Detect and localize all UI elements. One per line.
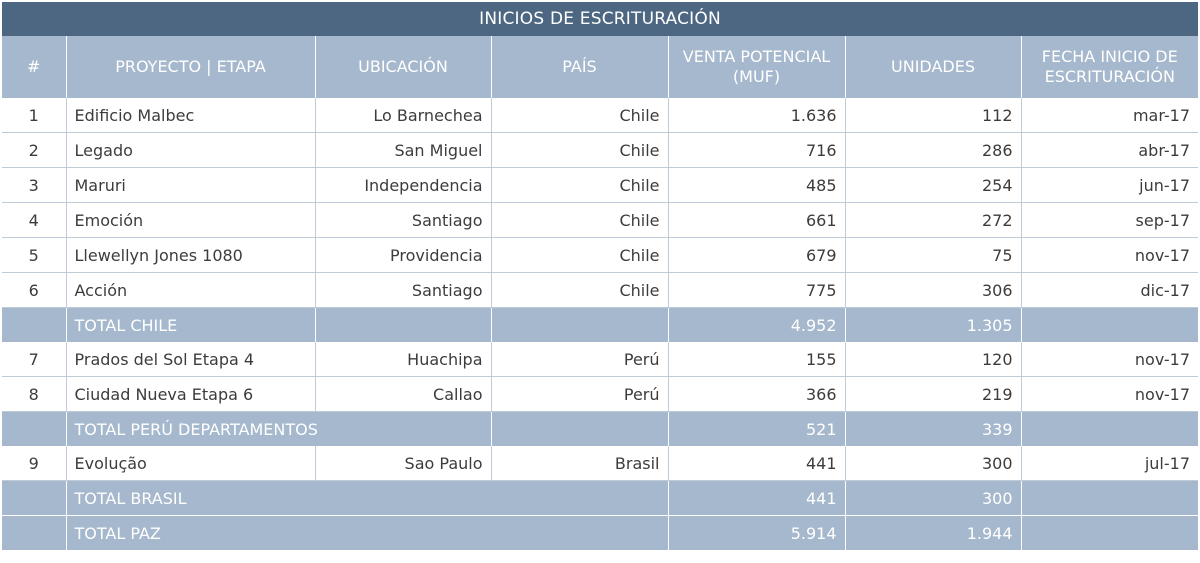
table-row [2,342,1198,377]
cell-proyecto: Prados del Sol Etapa 4 [66,342,315,377]
cell-pais: Chile [491,203,668,238]
cell-fecha: sep-17 [1021,203,1198,238]
table-row [2,377,1198,412]
cell-ubicacion: Sao Paulo [315,446,491,481]
table-row [2,168,1198,203]
cell-fecha: nov-17 [1021,238,1198,273]
cell-num: 7 [2,342,66,377]
table-row [2,98,1198,133]
total-brasil-venta: 441 [668,481,845,516]
cell-num: 9 [2,446,66,481]
cell-pais: Chile [491,133,668,168]
cell-ubicacion: Santiago [315,273,491,308]
cell-pais: Brasil [491,446,668,481]
cell-fecha: jun-17 [1021,168,1198,203]
cell-proyecto: Ciudad Nueva Etapa 6 [66,377,315,412]
header-fecha [1021,36,1198,98]
total-empty-cell [1021,516,1198,551]
cell-pais: Chile [491,238,668,273]
cell-proyecto: Edificio Malbec [66,98,315,133]
header-proyecto: PROYECTO | ETAPA [66,36,315,98]
cell-ubicacion: San Miguel [315,133,491,168]
header-venta-line2: (MUF) [732,67,781,86]
cell-ubicacion: Huachipa [315,342,491,377]
cell-unidades: 300 [845,446,1021,481]
total-empty-cell [1021,412,1198,447]
header-ubicacion: UBICACIÓN [315,36,491,98]
cell-pais: Chile [491,98,668,133]
cell-fecha: nov-17 [1021,377,1198,412]
cell-venta: 441 [668,446,845,481]
total-empty-cell [315,308,491,343]
total-empty-cell [491,412,668,447]
total-brasil-unidades: 300 [845,481,1021,516]
cell-proyecto: Evolução [66,446,315,481]
cell-num: 8 [2,377,66,412]
header-venta-line1: VENTA POTENCIAL [682,47,831,66]
escrituracion-table [2,2,1198,550]
cell-pais: Perú [491,342,668,377]
cell-unidades: 75 [845,238,1021,273]
cell-venta: 155 [668,342,845,377]
header-unidades: UNIDADES [845,36,1021,98]
total-row-paz [2,516,1198,551]
header-venta [668,36,845,98]
total-empty-cell [2,481,66,516]
cell-proyecto: Acción [66,273,315,308]
total-peru-venta: 521 [668,412,845,447]
header-num: # [2,36,66,98]
cell-venta: 661 [668,203,845,238]
cell-unidades: 306 [845,273,1021,308]
total-empty-cell [2,516,66,551]
cell-num: 4 [2,203,66,238]
cell-venta: 485 [668,168,845,203]
cell-ubicacion: Santiago [315,203,491,238]
table-row [2,273,1198,308]
escrituracion-table-container [0,2,1200,563]
total-paz-venta: 5.914 [668,516,845,551]
cell-ubicacion: Independencia [315,168,491,203]
header-fecha-line2: ESCRITURACIÓN [1044,67,1175,86]
cell-fecha: dic-17 [1021,273,1198,308]
total-paz-label: TOTAL PAZ [66,516,668,551]
cell-proyecto: Emoción [66,203,315,238]
total-paz-unidades: 1.944 [845,516,1021,551]
cell-pais: Chile [491,273,668,308]
cell-proyecto: Maruri [66,168,315,203]
cell-num: 3 [2,168,66,203]
cell-ubicacion: Lo Barnechea [315,98,491,133]
cell-fecha: abr-17 [1021,133,1198,168]
cell-unidades: 120 [845,342,1021,377]
cell-proyecto: Llewellyn Jones 1080 [66,238,315,273]
cell-fecha: mar-17 [1021,98,1198,133]
total-brasil-label: TOTAL BRASIL [66,481,668,516]
cell-venta: 775 [668,273,845,308]
total-empty-cell [2,412,66,447]
header-row [2,36,1198,98]
total-peru-unidades: 339 [845,412,1021,447]
total-chile-unidades: 1.305 [845,308,1021,343]
cell-unidades: 286 [845,133,1021,168]
cell-fecha: jul-17 [1021,446,1198,481]
cell-venta: 679 [668,238,845,273]
total-empty-cell [491,308,668,343]
cell-venta: 1.636 [668,98,845,133]
total-chile-venta: 4.952 [668,308,845,343]
total-peru-label: TOTAL PERÚ DEPARTAMENTOS [66,412,491,447]
total-row-brasil [2,481,1198,516]
cell-unidades: 112 [845,98,1021,133]
table-row [2,446,1198,481]
cell-fecha: nov-17 [1021,342,1198,377]
cell-proyecto: Legado [66,133,315,168]
total-empty-cell [2,308,66,343]
cell-unidades: 254 [845,168,1021,203]
total-row-peru [2,412,1198,447]
header-fecha-line1: FECHA INICIO DE [1041,47,1178,66]
cell-ubicacion: Callao [315,377,491,412]
cell-ubicacion: Providencia [315,238,491,273]
cell-unidades: 219 [845,377,1021,412]
table-title-row [2,2,1198,36]
total-empty-cell [1021,481,1198,516]
total-row-chile [2,308,1198,343]
cell-pais: Perú [491,377,668,412]
cell-num: 5 [2,238,66,273]
cell-num: 2 [2,133,66,168]
cell-venta: 366 [668,377,845,412]
table-row [2,203,1198,238]
cell-unidades: 272 [845,203,1021,238]
cell-venta: 716 [668,133,845,168]
header-pais: PAÍS [491,36,668,98]
total-chile-label: TOTAL CHILE [66,308,315,343]
cell-num: 1 [2,98,66,133]
table-row [2,238,1198,273]
cell-pais: Chile [491,168,668,203]
table-title: INICIOS DE ESCRITURACIÓN [2,2,1198,36]
total-empty-cell [1021,308,1198,343]
cell-num: 6 [2,273,66,308]
table-row [2,133,1198,168]
